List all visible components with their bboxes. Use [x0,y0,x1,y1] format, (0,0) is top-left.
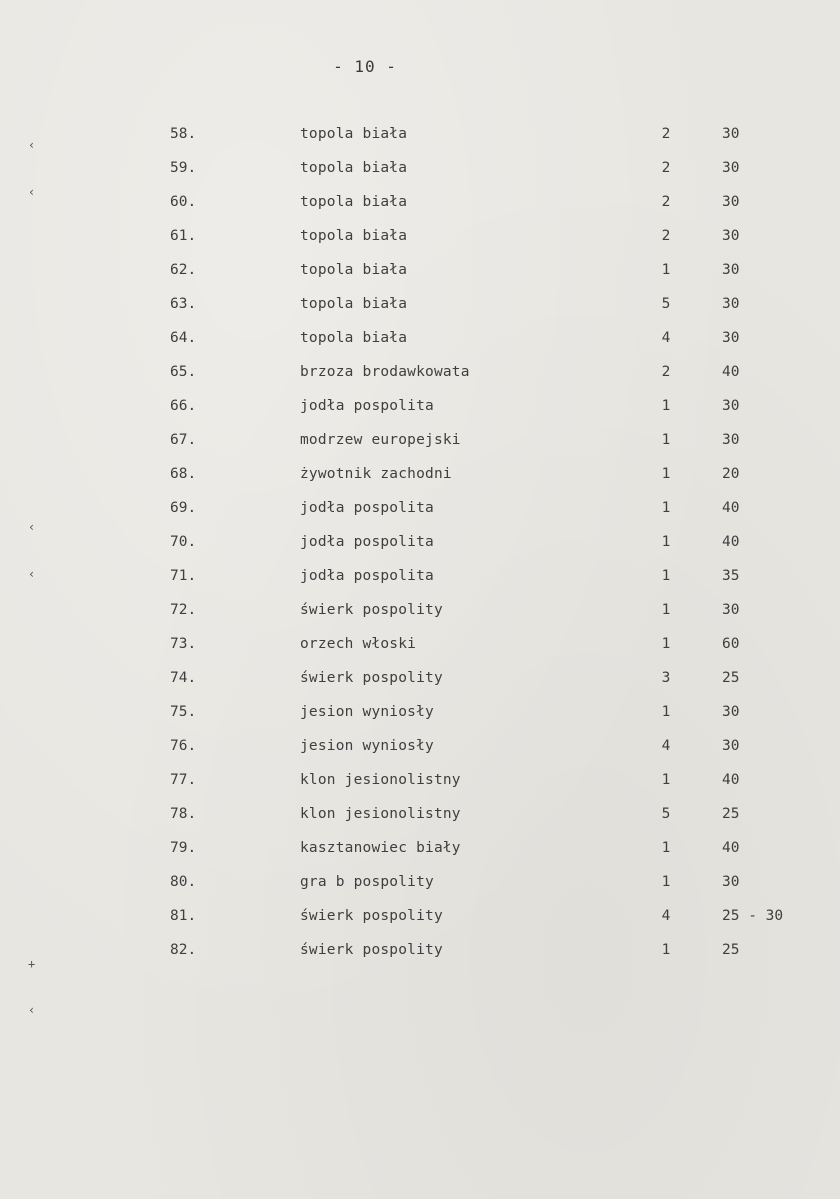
item-number: 67. [170,432,197,448]
species-name: kasztanowiec biały [300,840,461,856]
list-item [0,804,840,838]
tree-count: 1 [661,636,671,652]
item-number: 77. [170,772,197,788]
item-number: 60. [170,194,197,210]
tree-count: 1 [661,534,671,550]
item-number: 58. [170,126,197,142]
list-item [0,634,840,668]
list-item [0,328,840,362]
tree-count: 5 [661,296,671,312]
list-item [0,430,840,464]
tree-count: 1 [661,568,671,584]
list-item [0,362,840,396]
tree-height: 25 [722,670,740,686]
item-number: 69. [170,500,197,516]
item-number: 64. [170,330,197,346]
list-item [0,464,840,498]
tree-count: 1 [661,942,671,958]
tree-height: 30 [722,194,740,210]
species-name: jodła pospolita [300,568,434,584]
list-item [0,906,840,940]
species-name: świerk pospolity [300,602,443,618]
list-item [0,600,840,634]
tree-height: 25 - 30 [722,908,784,924]
tree-height: 25 [722,806,740,822]
species-name: świerk pospolity [300,942,443,958]
species-name: jesion wyniosły [300,738,434,754]
list-item [0,566,840,600]
item-number: 80. [170,874,197,890]
item-number: 61. [170,228,197,244]
tree-count: 1 [661,262,671,278]
tree-height: 30 [722,738,740,754]
species-name: brzoza brodawkowata [300,364,470,380]
species-name: orzech włoski [300,636,417,652]
tree-count: 1 [661,500,671,516]
tree-height: 40 [722,364,740,380]
tree-height: 40 [722,772,740,788]
tree-count: 1 [661,466,671,482]
item-number: 70. [170,534,197,550]
item-number: 82. [170,942,197,958]
item-number: 66. [170,398,197,414]
tree-height: 30 [722,874,740,890]
item-number: 72. [170,602,197,618]
tree-height: 30 [722,262,740,278]
tree-height: 30 [722,432,740,448]
item-number: 62. [170,262,197,278]
tree-height: 40 [722,840,740,856]
item-number: 65. [170,364,197,380]
list-item [0,702,840,736]
species-name: gra b pospolity [300,874,434,890]
item-number: 71. [170,568,197,584]
species-name: modrzew europejski [300,432,461,448]
item-number: 68. [170,466,197,482]
species-name: topola biała [300,160,408,176]
tree-list [0,124,840,974]
tree-count: 1 [661,840,671,856]
tree-height: 30 [722,296,740,312]
margin-tick-mark: ‹ [28,185,36,199]
list-item [0,770,840,804]
item-number: 73. [170,636,197,652]
tree-count: 4 [661,738,671,754]
species-name: topola biała [300,296,408,312]
tree-height: 30 [722,126,740,142]
species-name: topola biała [300,262,408,278]
item-number: 79. [170,840,197,856]
list-item [0,872,840,906]
item-number: 59. [170,160,197,176]
tree-height: 35 [722,568,740,584]
item-number: 63. [170,296,197,312]
item-number: 74. [170,670,197,686]
tree-count: 2 [661,160,671,176]
list-item [0,396,840,430]
list-item [0,736,840,770]
species-name: świerk pospolity [300,670,443,686]
species-name: topola biała [300,228,408,244]
tree-height: 30 [722,602,740,618]
margin-tick-mark: ‹ [28,1003,36,1017]
tree-count: 2 [661,228,671,244]
tree-height: 30 [722,330,740,346]
margin-tick-mark: ‹ [28,520,36,534]
species-name: jodła pospolita [300,500,434,516]
list-item [0,226,840,260]
species-name: topola biała [300,330,408,346]
item-number: 78. [170,806,197,822]
tree-height: 30 [722,228,740,244]
species-name: topola biała [300,194,408,210]
tree-height: 40 [722,500,740,516]
list-item [0,260,840,294]
tree-count: 1 [661,772,671,788]
tree-height: 30 [722,160,740,176]
item-number: 76. [170,738,197,754]
tree-count: 3 [661,670,671,686]
tree-count: 1 [661,602,671,618]
tree-count: 1 [661,874,671,890]
list-item [0,532,840,566]
list-item [0,940,840,974]
list-item [0,192,840,226]
species-name: topola biała [300,126,408,142]
tree-height: 25 [722,942,740,958]
margin-tick-mark: ‹ [28,138,36,152]
tree-count: 4 [661,908,671,924]
species-name: klon jesionolistny [300,806,461,822]
item-number: 81. [170,908,197,924]
tree-height: 60 [722,636,740,652]
tree-count: 2 [661,364,671,380]
item-number: 75. [170,704,197,720]
tree-count: 2 [661,194,671,210]
tree-count: 1 [661,398,671,414]
tree-height: 20 [722,466,740,482]
tree-count: 1 [661,704,671,720]
list-item [0,158,840,192]
tree-count: 4 [661,330,671,346]
list-item [0,668,840,702]
species-name: świerk pospolity [300,908,443,924]
species-name: jesion wyniosły [300,704,434,720]
margin-tick-mark: + [28,957,36,971]
list-item [0,838,840,872]
tree-height: 30 [722,398,740,414]
tree-count: 5 [661,806,671,822]
tree-height: 30 [722,704,740,720]
species-name: żywotnik zachodni [300,466,452,482]
list-item [0,294,840,328]
tree-count: 1 [661,432,671,448]
list-item [0,498,840,532]
tree-height: 40 [722,534,740,550]
tree-count: 2 [661,126,671,142]
species-name: jodła pospolita [300,534,434,550]
species-name: jodła pospolita [300,398,434,414]
margin-tick-mark: ‹ [28,567,36,581]
list-item [0,124,840,158]
page-number: - 10 - [333,57,397,76]
species-name: klon jesionolistny [300,772,461,788]
